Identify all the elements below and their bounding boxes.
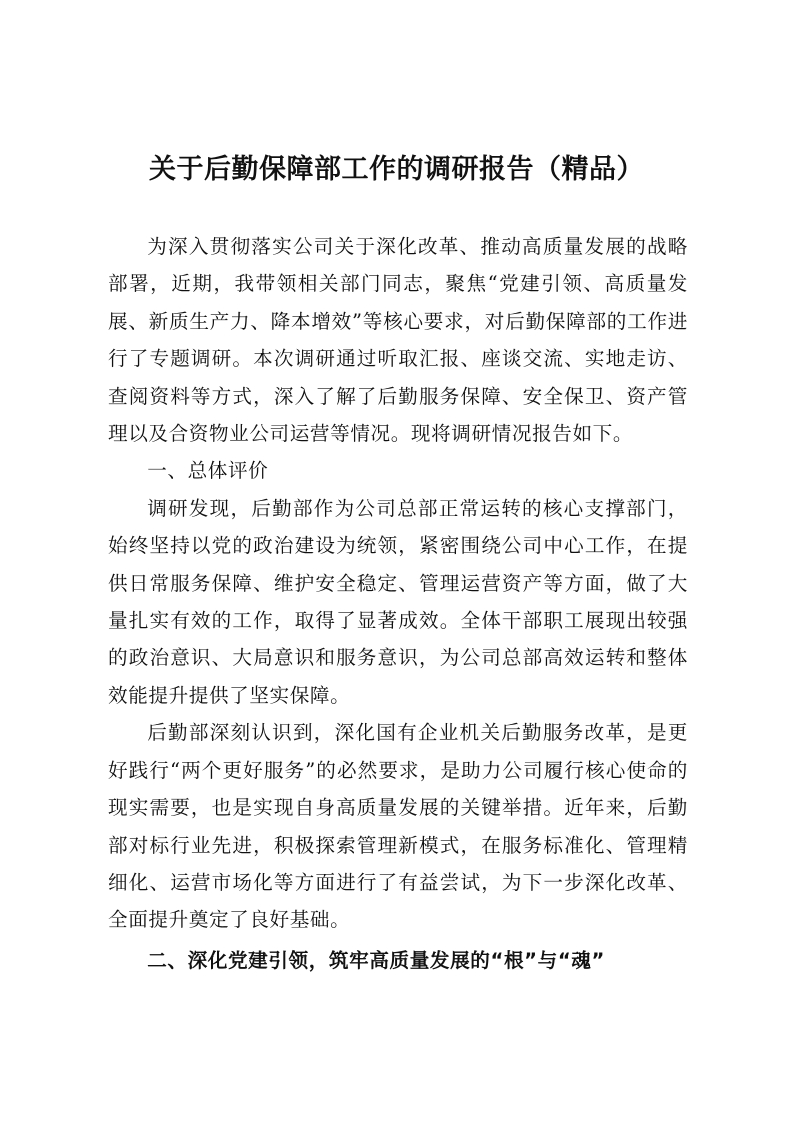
document-body bbox=[108, 228, 688, 979]
evaluation-paragraph: 调研发现，后勤部作为公司总部正常运转的核心支撑部门，始终坚持以党的政治建设为统领，紧密围绕公司中心工作，在提供日常服务保障、维护安全稳定、管理运营资产等方面，做了大量扎实有效的工作，取得了显著成效。全体干部职工展现出较强的政治意识、大局意识和服务意识，为公司总部高效运转和整体效能提升提供了坚实保障。 bbox=[108, 496, 688, 707]
page-title: 关于后勤保障部工作的调研报告（精品） bbox=[149, 154, 644, 185]
section-heading-2: 二、深化党建引领，筑牢高质量发展的“根”与“魂” bbox=[147, 948, 605, 972]
reform-paragraph: 后勤部深刻认识到，深化国有企业机关后勤服务改革，是更好践行“两个更好服务”的必然要求，是助力公司履行核心使命的现实需要，也是实现自身高质量发展的关键举措。近年来，后勤部对标行业先进，积极探索管理新模式，在服务标准化、管理精细化、运营市场化等方面进行了有益尝试，为下一步深化改革、全面提升奠定了良好基础。 bbox=[108, 721, 688, 932]
section-heading-1: 一、总体评价 bbox=[147, 459, 269, 483]
intro-paragraph: 为深入贯彻落实公司关于深化改革、推动高质量发展的战略部署，近期，我带领相关部门同志，聚焦“党建引领、高质量发展、新质生产力、降本增效”等核心要求，对后勤保障部的工作进行了专题调研。本次调研通过听取汇报、座谈交流、实地走访、查阅资料等方式，深入了解了后勤服务保障、安全保卫、资产管理以及合资物业公司运营等情况。现将调研情况报告如下。 bbox=[108, 235, 688, 446]
